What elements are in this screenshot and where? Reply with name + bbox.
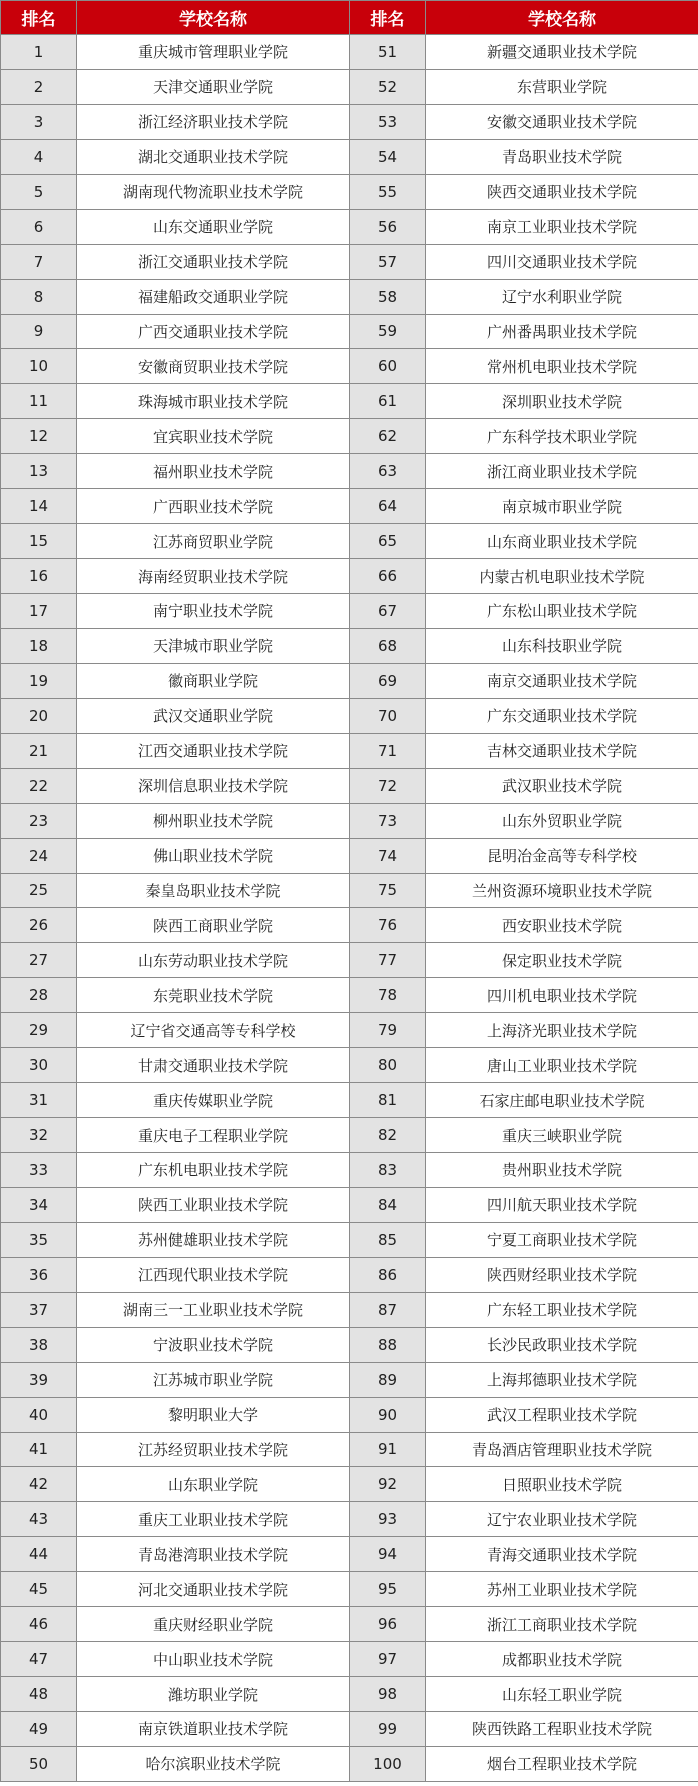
rank-cell-left: 12 xyxy=(1,419,77,454)
rank-cell-left: 16 xyxy=(1,559,77,594)
rank-cell-right: 80 xyxy=(350,1048,426,1083)
rank-cell-left: 17 xyxy=(1,594,77,629)
school-name-cell-left: 河北交通职业技术学院 xyxy=(77,1572,350,1607)
rank-cell-right: 92 xyxy=(350,1467,426,1502)
header-school-left: 学校名称 xyxy=(77,1,350,35)
table-row xyxy=(1,873,698,908)
school-name-cell-left: 青岛港湾职业技术学院 xyxy=(77,1537,350,1572)
table-row xyxy=(1,594,698,629)
rank-cell-left: 5 xyxy=(1,174,77,209)
school-name-cell-left: 天津交通职业学院 xyxy=(77,69,350,104)
school-name-cell-right: 日照职业技术学院 xyxy=(426,1467,698,1502)
rank-cell-right: 58 xyxy=(350,279,426,314)
table-row xyxy=(1,35,698,70)
rank-cell-left: 6 xyxy=(1,209,77,244)
table-row xyxy=(1,454,698,489)
table-row xyxy=(1,69,698,104)
school-name-cell-right: 山东轻工职业学院 xyxy=(426,1677,698,1712)
school-name-cell-right: 辽宁农业职业技术学院 xyxy=(426,1502,698,1537)
school-name-cell-left: 宜宾职业技术学院 xyxy=(77,419,350,454)
rank-cell-right: 79 xyxy=(350,1013,426,1048)
table-row xyxy=(1,1746,698,1781)
rank-cell-left: 3 xyxy=(1,104,77,139)
school-name-cell-left: 安徽商贸职业技术学院 xyxy=(77,349,350,384)
table-row xyxy=(1,244,698,279)
school-name-cell-left: 潍坊职业学院 xyxy=(77,1677,350,1712)
table-row xyxy=(1,384,698,419)
table-row xyxy=(1,349,698,384)
table-row xyxy=(1,314,698,349)
school-name-cell-left: 珠海城市职业技术学院 xyxy=(77,384,350,419)
rank-cell-left: 43 xyxy=(1,1502,77,1537)
school-name-cell-right: 上海济光职业技术学院 xyxy=(426,1013,698,1048)
table-row xyxy=(1,803,698,838)
school-name-cell-left: 秦皇岛职业技术学院 xyxy=(77,873,350,908)
rank-cell-right: 74 xyxy=(350,838,426,873)
school-name-cell-left: 江苏商贸职业学院 xyxy=(77,524,350,559)
school-name-cell-right: 四川机电职业技术学院 xyxy=(426,978,698,1013)
school-name-cell-right: 吉林交通职业技术学院 xyxy=(426,733,698,768)
school-name-cell-right: 武汉职业技术学院 xyxy=(426,768,698,803)
rank-cell-left: 44 xyxy=(1,1537,77,1572)
school-name-cell-right: 上海邦德职业技术学院 xyxy=(426,1362,698,1397)
school-name-cell-right: 成都职业技术学院 xyxy=(426,1642,698,1677)
school-name-cell-right: 南京工业职业技术学院 xyxy=(426,209,698,244)
table-row xyxy=(1,1222,698,1257)
rank-cell-right: 57 xyxy=(350,244,426,279)
rank-cell-right: 54 xyxy=(350,139,426,174)
rank-cell-right: 71 xyxy=(350,733,426,768)
rank-cell-left: 48 xyxy=(1,1677,77,1712)
rank-cell-left: 39 xyxy=(1,1362,77,1397)
rank-cell-left: 25 xyxy=(1,873,77,908)
header-rank-left: 排名 xyxy=(1,1,77,35)
rank-cell-right: 63 xyxy=(350,454,426,489)
school-name-cell-left: 中山职业技术学院 xyxy=(77,1642,350,1677)
rank-cell-right: 83 xyxy=(350,1153,426,1188)
school-name-cell-right: 广东松山职业技术学院 xyxy=(426,594,698,629)
rank-cell-left: 37 xyxy=(1,1292,77,1327)
rank-cell-left: 28 xyxy=(1,978,77,1013)
rank-cell-right: 97 xyxy=(350,1642,426,1677)
rank-cell-left: 2 xyxy=(1,69,77,104)
table-row xyxy=(1,1537,698,1572)
rank-cell-right: 82 xyxy=(350,1118,426,1153)
rank-cell-right: 64 xyxy=(350,489,426,524)
rank-cell-left: 42 xyxy=(1,1467,77,1502)
rank-cell-left: 7 xyxy=(1,244,77,279)
school-name-cell-left: 苏州健雄职业技术学院 xyxy=(77,1222,350,1257)
table-row xyxy=(1,1292,698,1327)
school-name-cell-right: 陕西交通职业技术学院 xyxy=(426,174,698,209)
school-name-cell-left: 江西交通职业技术学院 xyxy=(77,733,350,768)
rank-cell-right: 90 xyxy=(350,1397,426,1432)
school-name-cell-right: 深圳职业技术学院 xyxy=(426,384,698,419)
table-row xyxy=(1,1467,698,1502)
school-name-cell-right: 宁夏工商职业技术学院 xyxy=(426,1222,698,1257)
rank-cell-left: 8 xyxy=(1,279,77,314)
table-row xyxy=(1,733,698,768)
table-body xyxy=(1,35,698,1782)
table-row xyxy=(1,908,698,943)
rank-cell-right: 98 xyxy=(350,1677,426,1712)
rank-cell-right: 65 xyxy=(350,524,426,559)
table-row xyxy=(1,1397,698,1432)
school-name-cell-right: 南京城市职业学院 xyxy=(426,489,698,524)
rank-cell-left: 24 xyxy=(1,838,77,873)
school-name-cell-left: 浙江交通职业技术学院 xyxy=(77,244,350,279)
rank-cell-left: 31 xyxy=(1,1083,77,1118)
table-row xyxy=(1,1677,698,1712)
rank-cell-right: 96 xyxy=(350,1607,426,1642)
school-name-cell-left: 南宁职业技术学院 xyxy=(77,594,350,629)
school-name-cell-right: 山东外贸职业学院 xyxy=(426,803,698,838)
rank-cell-left: 9 xyxy=(1,314,77,349)
rank-cell-left: 34 xyxy=(1,1187,77,1222)
school-name-cell-left: 辽宁省交通高等专科学校 xyxy=(77,1013,350,1048)
rank-cell-left: 27 xyxy=(1,943,77,978)
school-name-cell-right: 浙江工商职业技术学院 xyxy=(426,1607,698,1642)
table-row xyxy=(1,1712,698,1747)
school-name-cell-left: 山东交通职业学院 xyxy=(77,209,350,244)
rank-cell-left: 26 xyxy=(1,908,77,943)
rank-cell-right: 56 xyxy=(350,209,426,244)
rank-cell-right: 78 xyxy=(350,978,426,1013)
school-name-cell-right: 贵州职业技术学院 xyxy=(426,1153,698,1188)
school-name-cell-left: 重庆电子工程职业学院 xyxy=(77,1118,350,1153)
rank-cell-right: 86 xyxy=(350,1257,426,1292)
school-name-cell-right: 唐山工业职业技术学院 xyxy=(426,1048,698,1083)
school-name-cell-right: 武汉工程职业技术学院 xyxy=(426,1397,698,1432)
school-name-cell-right: 重庆三峡职业学院 xyxy=(426,1118,698,1153)
table-row xyxy=(1,1048,698,1083)
rank-cell-right: 68 xyxy=(350,628,426,663)
rank-cell-right: 51 xyxy=(350,35,426,70)
rank-cell-left: 1 xyxy=(1,35,77,70)
rank-cell-left: 38 xyxy=(1,1327,77,1362)
school-name-cell-left: 天津城市职业学院 xyxy=(77,628,350,663)
school-name-cell-left: 浙江经济职业技术学院 xyxy=(77,104,350,139)
school-name-cell-right: 陕西铁路工程职业技术学院 xyxy=(426,1712,698,1747)
school-name-cell-left: 湖北交通职业技术学院 xyxy=(77,139,350,174)
school-name-cell-left: 陕西工业职业技术学院 xyxy=(77,1187,350,1222)
table-row xyxy=(1,559,698,594)
rank-cell-left: 21 xyxy=(1,733,77,768)
school-name-cell-left: 哈尔滨职业技术学院 xyxy=(77,1746,350,1781)
school-name-cell-left: 南京铁道职业技术学院 xyxy=(77,1712,350,1747)
table-row xyxy=(1,698,698,733)
rank-cell-right: 88 xyxy=(350,1327,426,1362)
rank-cell-right: 55 xyxy=(350,174,426,209)
table-row xyxy=(1,524,698,559)
school-name-cell-left: 江苏城市职业学院 xyxy=(77,1362,350,1397)
school-name-cell-left: 海南经贸职业技术学院 xyxy=(77,559,350,594)
school-name-cell-right: 苏州工业职业技术学院 xyxy=(426,1572,698,1607)
school-name-cell-right: 新疆交通职业技术学院 xyxy=(426,35,698,70)
rank-cell-right: 61 xyxy=(350,384,426,419)
rank-cell-right: 81 xyxy=(350,1083,426,1118)
rank-cell-left: 47 xyxy=(1,1642,77,1677)
rank-cell-right: 72 xyxy=(350,768,426,803)
school-name-cell-left: 福州职业技术学院 xyxy=(77,454,350,489)
school-name-cell-right: 广东科学技术职业学院 xyxy=(426,419,698,454)
rank-cell-right: 85 xyxy=(350,1222,426,1257)
school-name-cell-left: 东莞职业技术学院 xyxy=(77,978,350,1013)
rank-cell-left: 15 xyxy=(1,524,77,559)
header-school-right: 学校名称 xyxy=(426,1,698,35)
school-name-cell-left: 重庆传媒职业学院 xyxy=(77,1083,350,1118)
rank-cell-left: 10 xyxy=(1,349,77,384)
rank-cell-left: 35 xyxy=(1,1222,77,1257)
rank-cell-right: 75 xyxy=(350,873,426,908)
school-name-cell-right: 西安职业技术学院 xyxy=(426,908,698,943)
table-row xyxy=(1,628,698,663)
school-name-cell-right: 常州机电职业技术学院 xyxy=(426,349,698,384)
table-row xyxy=(1,978,698,1013)
rank-cell-left: 18 xyxy=(1,628,77,663)
rank-cell-right: 84 xyxy=(350,1187,426,1222)
rank-cell-right: 87 xyxy=(350,1292,426,1327)
school-name-cell-left: 湖南现代物流职业技术学院 xyxy=(77,174,350,209)
school-name-cell-left: 福建船政交通职业学院 xyxy=(77,279,350,314)
rank-cell-left: 13 xyxy=(1,454,77,489)
rank-cell-right: 69 xyxy=(350,663,426,698)
school-name-cell-right: 东营职业学院 xyxy=(426,69,698,104)
school-name-cell-left: 徽商职业学院 xyxy=(77,663,350,698)
table-row xyxy=(1,104,698,139)
rank-cell-left: 29 xyxy=(1,1013,77,1048)
school-name-cell-right: 青海交通职业技术学院 xyxy=(426,1537,698,1572)
rank-cell-right: 91 xyxy=(350,1432,426,1467)
header-rank-right: 排名 xyxy=(350,1,426,35)
table-row xyxy=(1,1257,698,1292)
rank-cell-right: 93 xyxy=(350,1502,426,1537)
school-name-cell-right: 昆明冶金高等专科学校 xyxy=(426,838,698,873)
school-name-cell-right: 石家庄邮电职业技术学院 xyxy=(426,1083,698,1118)
rank-cell-right: 67 xyxy=(350,594,426,629)
table-row xyxy=(1,419,698,454)
table-row xyxy=(1,174,698,209)
rank-cell-right: 77 xyxy=(350,943,426,978)
school-name-cell-right: 安徽交通职业技术学院 xyxy=(426,104,698,139)
table-row xyxy=(1,663,698,698)
table-row xyxy=(1,1502,698,1537)
header-row xyxy=(1,1,698,35)
rank-cell-right: 53 xyxy=(350,104,426,139)
school-name-cell-left: 佛山职业技术学院 xyxy=(77,838,350,873)
school-name-cell-left: 宁波职业技术学院 xyxy=(77,1327,350,1362)
table-row xyxy=(1,768,698,803)
school-name-cell-right: 青岛职业技术学院 xyxy=(426,139,698,174)
table-row xyxy=(1,1327,698,1362)
rank-cell-left: 36 xyxy=(1,1257,77,1292)
rank-cell-left: 32 xyxy=(1,1118,77,1153)
school-name-cell-left: 黎明职业大学 xyxy=(77,1397,350,1432)
table-row xyxy=(1,1362,698,1397)
table-row xyxy=(1,139,698,174)
rank-cell-right: 89 xyxy=(350,1362,426,1397)
school-name-cell-right: 四川交通职业技术学院 xyxy=(426,244,698,279)
school-name-cell-left: 湖南三一工业职业技术学院 xyxy=(77,1292,350,1327)
school-name-cell-right: 陕西财经职业技术学院 xyxy=(426,1257,698,1292)
table-row xyxy=(1,943,698,978)
table-row xyxy=(1,1607,698,1642)
rank-cell-left: 20 xyxy=(1,698,77,733)
rank-cell-left: 50 xyxy=(1,1746,77,1781)
rank-cell-left: 23 xyxy=(1,803,77,838)
rank-cell-left: 11 xyxy=(1,384,77,419)
rank-cell-left: 45 xyxy=(1,1572,77,1607)
school-name-cell-right: 辽宁水利职业学院 xyxy=(426,279,698,314)
table-header xyxy=(1,1,698,35)
rank-cell-right: 66 xyxy=(350,559,426,594)
rank-cell-right: 73 xyxy=(350,803,426,838)
table-row xyxy=(1,279,698,314)
school-name-cell-right: 保定职业技术学院 xyxy=(426,943,698,978)
school-name-cell-left: 深圳信息职业技术学院 xyxy=(77,768,350,803)
school-name-cell-left: 重庆工业职业技术学院 xyxy=(77,1502,350,1537)
school-name-cell-left: 重庆财经职业学院 xyxy=(77,1607,350,1642)
rank-cell-right: 95 xyxy=(350,1572,426,1607)
school-name-cell-left: 武汉交通职业学院 xyxy=(77,698,350,733)
school-name-cell-right: 南京交通职业技术学院 xyxy=(426,663,698,698)
table-row xyxy=(1,209,698,244)
rank-cell-left: 19 xyxy=(1,663,77,698)
rank-cell-right: 76 xyxy=(350,908,426,943)
school-name-cell-left: 柳州职业技术学院 xyxy=(77,803,350,838)
rank-cell-right: 52 xyxy=(350,69,426,104)
school-name-cell-right: 广东轻工职业技术学院 xyxy=(426,1292,698,1327)
school-name-cell-left: 广西交通职业技术学院 xyxy=(77,314,350,349)
school-name-cell-left: 甘肃交通职业技术学院 xyxy=(77,1048,350,1083)
school-name-cell-left: 广东机电职业技术学院 xyxy=(77,1153,350,1188)
table-row xyxy=(1,489,698,524)
school-name-cell-right: 山东商业职业技术学院 xyxy=(426,524,698,559)
school-name-cell-right: 烟台工程职业技术学院 xyxy=(426,1746,698,1781)
school-name-cell-right: 青岛酒店管理职业技术学院 xyxy=(426,1432,698,1467)
rank-cell-right: 60 xyxy=(350,349,426,384)
rank-cell-right: 70 xyxy=(350,698,426,733)
rank-cell-right: 100 xyxy=(350,1746,426,1781)
table-row xyxy=(1,1642,698,1677)
school-name-cell-right: 山东科技职业学院 xyxy=(426,628,698,663)
table-row xyxy=(1,1572,698,1607)
rank-cell-left: 33 xyxy=(1,1153,77,1188)
rank-cell-left: 4 xyxy=(1,139,77,174)
school-name-cell-right: 兰州资源环境职业技术学院 xyxy=(426,873,698,908)
school-name-cell-right: 浙江商业职业技术学院 xyxy=(426,454,698,489)
school-name-cell-right: 广州番禺职业技术学院 xyxy=(426,314,698,349)
table-row xyxy=(1,1187,698,1222)
rank-cell-right: 62 xyxy=(350,419,426,454)
table-row xyxy=(1,1083,698,1118)
school-name-cell-left: 江西现代职业技术学院 xyxy=(77,1257,350,1292)
table-row xyxy=(1,1118,698,1153)
school-name-cell-right: 四川航天职业技术学院 xyxy=(426,1187,698,1222)
school-name-cell-left: 重庆城市管理职业学院 xyxy=(77,35,350,70)
table-row xyxy=(1,838,698,873)
school-name-cell-right: 长沙民政职业技术学院 xyxy=(426,1327,698,1362)
rank-cell-right: 99 xyxy=(350,1712,426,1747)
table-row xyxy=(1,1013,698,1048)
rank-cell-left: 41 xyxy=(1,1432,77,1467)
school-name-cell-left: 陕西工商职业学院 xyxy=(77,908,350,943)
school-name-cell-left: 广西职业技术学院 xyxy=(77,489,350,524)
school-name-cell-left: 江苏经贸职业技术学院 xyxy=(77,1432,350,1467)
rank-cell-left: 49 xyxy=(1,1712,77,1747)
rank-cell-left: 46 xyxy=(1,1607,77,1642)
school-name-cell-left: 山东劳动职业技术学院 xyxy=(77,943,350,978)
rank-cell-left: 40 xyxy=(1,1397,77,1432)
rank-cell-left: 14 xyxy=(1,489,77,524)
table-row xyxy=(1,1153,698,1188)
rank-cell-right: 94 xyxy=(350,1537,426,1572)
table-row xyxy=(1,1432,698,1467)
rank-cell-left: 22 xyxy=(1,768,77,803)
rank-cell-left: 30 xyxy=(1,1048,77,1083)
school-name-cell-right: 内蒙古机电职业技术学院 xyxy=(426,559,698,594)
rank-cell-right: 59 xyxy=(350,314,426,349)
school-name-cell-left: 山东职业学院 xyxy=(77,1467,350,1502)
school-name-cell-right: 广东交通职业技术学院 xyxy=(426,698,698,733)
